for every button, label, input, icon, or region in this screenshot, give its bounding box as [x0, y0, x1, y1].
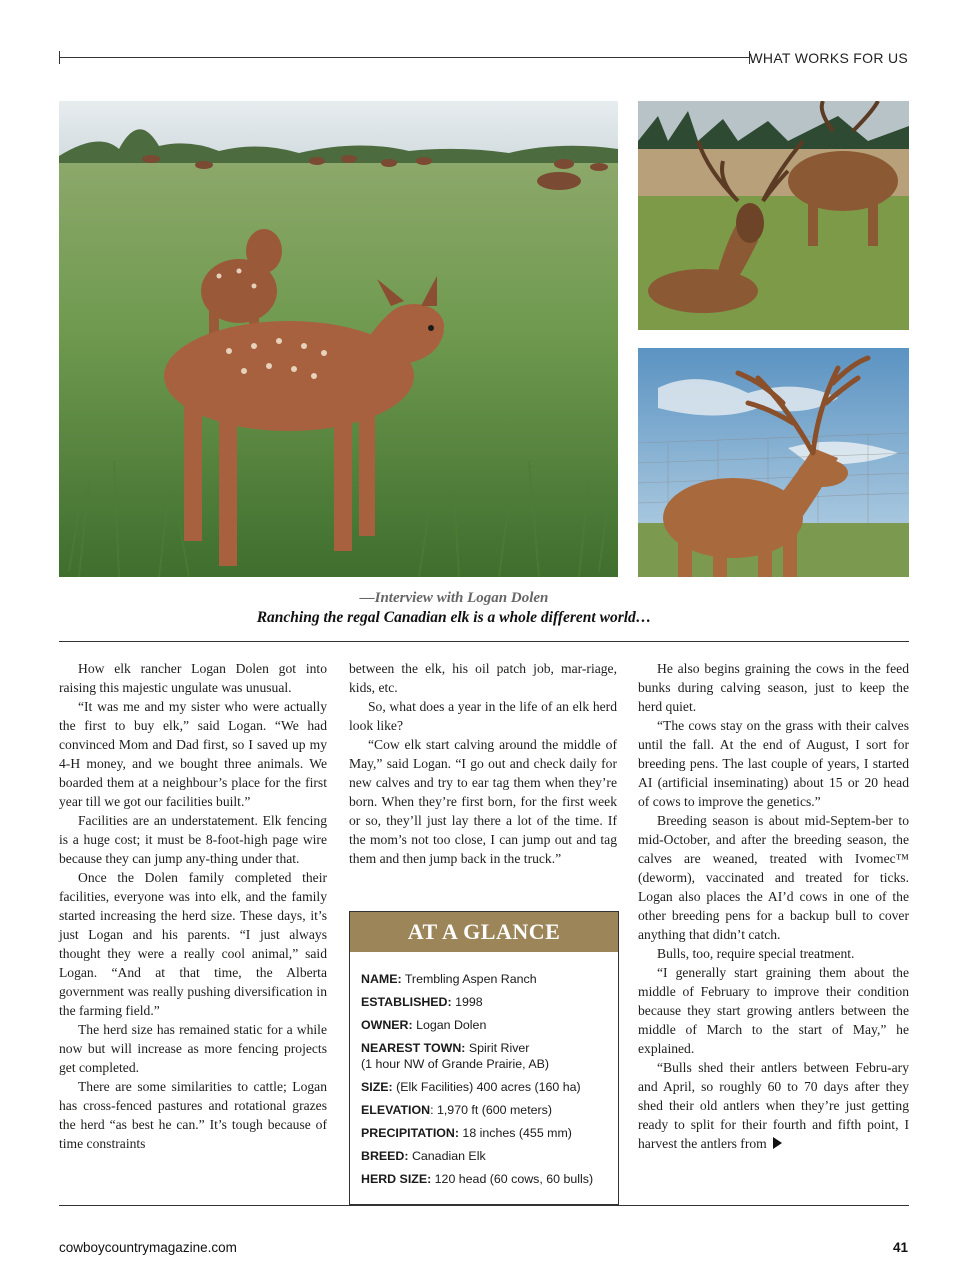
- section-title: WHAT WORKS FOR US: [749, 50, 908, 66]
- footer-rule: [59, 1205, 909, 1206]
- page-number: 41: [892, 1240, 908, 1255]
- glance-row-size: SIZE: (Elk Facilities) 400 acres (160 ha): [361, 1080, 581, 1094]
- paragraph: “The cows stay on the grass with their calves until the fall. At the end of August, I sort for breeding pens. The last couple of years, I started AI (artificial inseminating) about 15 or 20 head of cows to improve the genetics.”: [638, 718, 909, 809]
- paragraph: Bulls, too, require special treatment.: [657, 946, 855, 961]
- body-column-2: [349, 659, 617, 868]
- footer-website: cowboycountrymagazine.com: [59, 1240, 237, 1255]
- at-a-glance-title: AT A GLANCE: [350, 912, 618, 952]
- paragraph: Facilities are an understatement. Elk fencing is a huge cost; it must be 8-foot-high page wire because they can jump any-thing under that.: [59, 813, 327, 866]
- glance-row-breed: BREED: Canadian Elk: [361, 1149, 486, 1163]
- glance-row-owner: OWNER: Logan Dolen: [361, 1018, 487, 1032]
- paragraph: “Cow elk start calving around the middle of May,” said Logan. “I go out and check daily for new calves and try to ear tag them when they’re born. When they’re first born, for the first week or so, they’ll just lay there a lot of the time. If the mom’s not too close, I can jump out and tag them and then jump back in the truck.”: [349, 737, 617, 866]
- at-a-glance-box: [349, 911, 619, 1205]
- body-column-3: [638, 659, 909, 1153]
- glance-row-name: NAME: Trembling Aspen Ranch: [361, 972, 537, 986]
- body-column-1: [59, 659, 327, 1153]
- paragraph: “It was me and my sister who were actually the first to buy elk,” said Logan. “We had convinced Mom and Dad first, so I saved up my 4-H money, and we bought three animals. We boarded them at a neighbour’s place for the first year till we got our facilities built.”: [59, 699, 327, 809]
- paragraph-continued: “Bulls shed their antlers between Febru-ary and April, so roughly 60 to 70 days after they shed their old antlers when they’re just getting ready to split for their fourth and fifth point, I harvest the antlers from: [638, 1060, 909, 1151]
- glance-row-elevation: ELEVATION: 1,970 ft (600 meters): [361, 1103, 552, 1117]
- article-deck: Ranching the regal Canadian elk is a whole different world…: [256, 609, 652, 626]
- paragraph: So, what does a year in the life of an elk herd look like?: [349, 699, 617, 733]
- paragraph: There are some similarities to cattle; Logan has cross-fenced pastures and rotational grazes the herd “as best he can.” It’s tough because of time constraints: [59, 1079, 327, 1151]
- glance-row-established: ESTABLISHED: 1998: [361, 995, 483, 1009]
- deck-rule: [59, 641, 909, 642]
- paragraph: Breeding season is about mid-Septem-ber to mid-October, and after the breeding season, the calves are weaned, treated with Ivomec™ (deworm), vaccinated and treated for ticks. Logan also places the AI’d cows in one of the other breeding pens for a backup bull to cover anything that didn’t catch.: [638, 813, 909, 942]
- paragraph: The herd size has remained static for a while now but will increase as more fencing projects get completed.: [59, 1022, 327, 1075]
- at-a-glance-list: [350, 952, 618, 1187]
- resting-bull-elk-photo: [638, 101, 909, 330]
- paragraph: between the elk, his oil patch job, mar-riage, kids, etc.: [349, 661, 617, 695]
- interview-attribution: —Interview with Logan Dolen: [359, 590, 549, 606]
- elk-calves-in-pasture-photo: [59, 101, 618, 577]
- bull-elk-with-antlers-photo: [638, 348, 909, 577]
- continue-arrow-icon: [773, 1137, 782, 1149]
- paragraph: “I generally start graining them about the middle of February to improve their condition because they start growing antlers between the middle of March to the start of May,” he explained.: [638, 965, 909, 1056]
- paragraph: He also begins graining the cows in the feed bunks during calving season, just to keep the herd quiet.: [638, 661, 909, 714]
- glance-row-precipitation: PRECIPITATION: 18 inches (455 mm): [361, 1126, 572, 1140]
- paragraph: Once the Dolen family completed their facilities, everyone was into elk, and the family started increasing the herd size. These days, it’s just Logan and his parents. “I just always thought they were a really cool animal,” said Logan. “And at that time, the Alberta government was really pushing diversification in the farming field.”: [59, 870, 327, 1018]
- paragraph: How elk rancher Logan Dolen got into raising this majestic ungulate was unusual.: [59, 661, 327, 695]
- glance-row-nearest-town: NEAREST TOWN: Spirit River (1 hour NW of Grande Prairie, AB): [361, 1041, 549, 1071]
- glance-row-herd-size: HERD SIZE: 120 head (60 cows, 60 bulls): [361, 1172, 594, 1186]
- header-rule: [59, 57, 749, 58]
